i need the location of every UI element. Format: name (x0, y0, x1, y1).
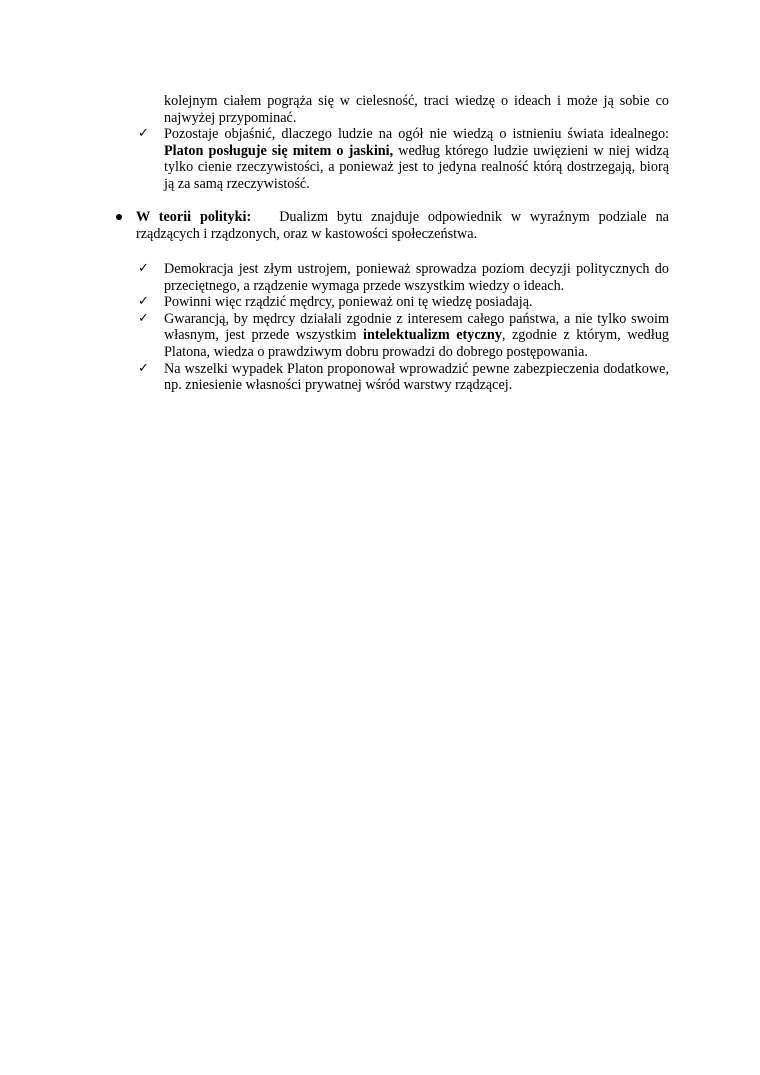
check-mark-icon: ✓ (138, 310, 149, 326)
cave-myth-text-before: Pozostaje objaśnić, dlaczego ludzie na ogół nie wiedzą o istnieniu świata idealnego: (164, 126, 669, 143)
philosophy-check-list (138, 93, 669, 193)
list-item-continuation (138, 93, 669, 126)
bullet-dot-icon (116, 214, 122, 220)
cave-myth-bold: Platon posługuje się mitem o jaskini, (164, 142, 394, 159)
list-item-cave-myth (138, 126, 669, 192)
guarantee-bold: intelektualizm etyczny (363, 327, 502, 344)
list-item-sages (138, 294, 669, 311)
check-mark-icon: ✓ (138, 126, 149, 142)
cave-myth-text-after: według którego ludzie uwięzieni w niej widzą tylko cienie rzeczywistości, a ponieważ jest to jedyna realność którą dostrzegają, biorą ją za samą rzeczywistość. (164, 142, 669, 192)
check-mark-icon: ✓ (138, 294, 149, 310)
check-mark-icon: ✓ (138, 261, 149, 276)
politics-heading: W teorii polityki: (136, 209, 252, 225)
check-mark-icon: ✓ (138, 360, 149, 376)
guarantee-text-before: Gwarancją, by mędrcy działali zgodnie z interesem całego państwa, a nie tylko swoim własnym, jest przede wszystkim (164, 310, 669, 344)
list-item-safeguards (138, 361, 669, 394)
democracy-text: Demokracja jest złym ustrojem, ponieważ sprowadza poziom decyzji politycznych do przeciętnego, a rządzenie wymaga przede wszystkim wiedzy o ideach. (164, 261, 669, 294)
safeguards-text: Na wszelki wypadek Platon proponował wprowadzić pewne zabezpieczenia dodatkowe, np. zniesienie własności prywatnej wśród warstwy rządzącej. (164, 360, 669, 394)
sages-text: Powinni więc rządzić mędrcy, ponieważ oni tę wiedzę posiadają. (164, 294, 533, 311)
continuation-text: kolejnym ciałem pogrąża się w cielesność, traci wiedzę o ideach i może ją sobie co najwyżej przypominać. (164, 93, 669, 126)
list-item-democracy (138, 261, 669, 294)
politics-section (108, 209, 669, 242)
list-item-guarantee (138, 311, 669, 361)
guarantee-text-after: , zgodnie z którym, według Platona, wiedza o prawdziwym dobru prowadzi do dobrego postępowania. (164, 327, 670, 360)
politics-check-list (138, 261, 669, 394)
politics-paragraph (108, 209, 669, 242)
politics-intro-text: Dualizm bytu znajduje odpowiednik w wyraźnym podziale na rządzących i rządzonych, oraz w kastowości społeczeństwa. (136, 209, 669, 242)
